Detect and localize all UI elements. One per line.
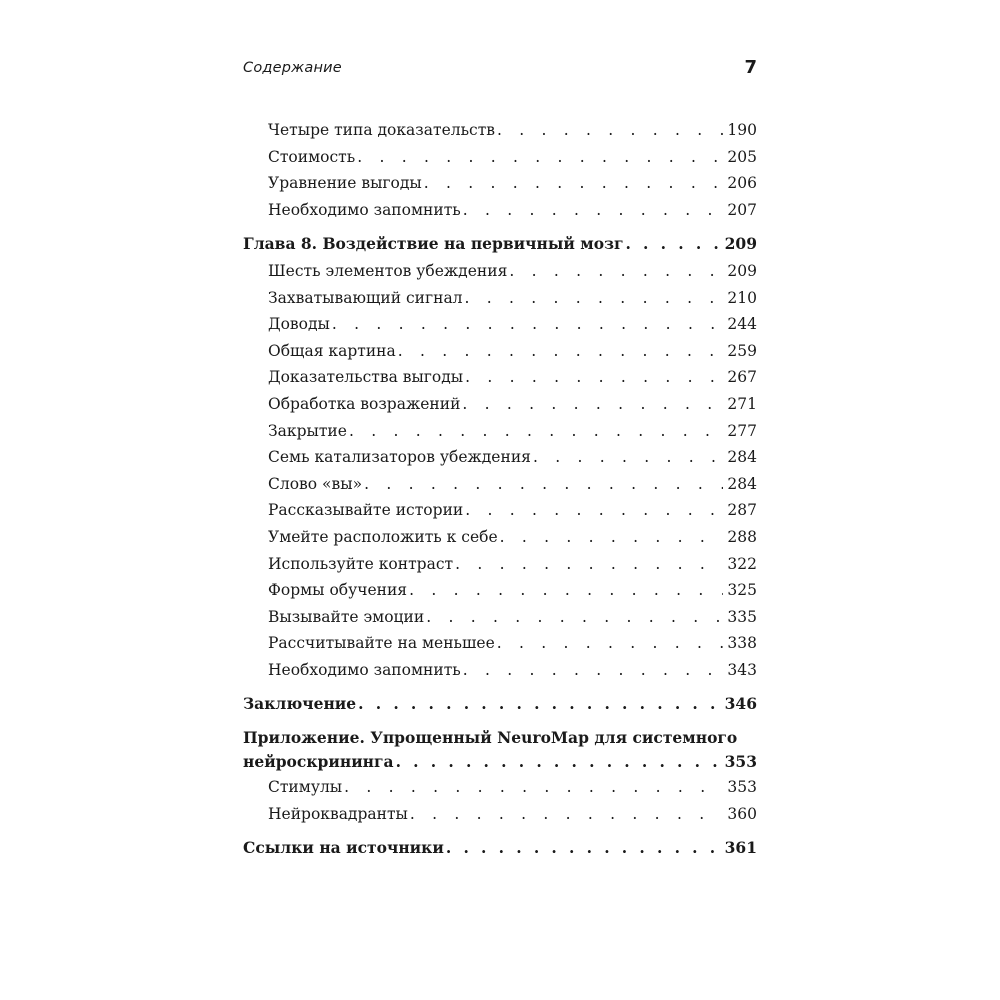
- dot-leader: [398, 338, 724, 365]
- toc-chapter-page: 353: [724, 752, 757, 772]
- toc-entry-label: Доводы: [268, 315, 330, 334]
- toc-chapter-8: [243, 231, 757, 258]
- toc-entry: [243, 577, 757, 604]
- toc-entry-page: 244: [727, 315, 757, 334]
- toc-entry-label: Вызывайте эмоции: [268, 607, 425, 626]
- toc-entry: [243, 604, 757, 631]
- dot-leader: [497, 117, 723, 144]
- toc-entry-page: 277: [727, 421, 757, 440]
- toc-entry-label: Используйте контраст: [268, 554, 454, 573]
- running-title: Содержание: [243, 60, 342, 76]
- toc-entry-page: 325: [727, 581, 757, 600]
- toc-entry: [243, 524, 757, 551]
- toc-chapter-label: Заключение: [243, 694, 357, 714]
- toc-entry-label: Общая картина: [268, 341, 396, 360]
- toc-entry: [243, 471, 757, 498]
- toc-entry-label: Необходимо запомнить: [268, 200, 461, 219]
- dot-leader: [533, 444, 723, 471]
- toc-chapter-page: 209: [724, 234, 757, 254]
- toc-entry-page: 338: [727, 634, 757, 653]
- toc-entry: [243, 338, 757, 365]
- dot-leader: [497, 630, 724, 657]
- toc-entry-label: Стоимость: [268, 147, 356, 166]
- toc-entry-page: 259: [727, 341, 757, 360]
- toc-entry-label: Обработка возражений: [268, 394, 461, 413]
- dot-leader: [625, 231, 720, 258]
- toc-entry: [243, 258, 757, 285]
- toc-entry: [243, 444, 757, 471]
- dot-leader: [424, 170, 724, 197]
- toc-entry-page: 206: [727, 174, 757, 193]
- toc-entry: [243, 117, 757, 144]
- toc-chapter-page: 346: [724, 694, 757, 714]
- toc-entry: [243, 418, 757, 445]
- toc-chapter-label-line1: Приложение. Упрощенный NeuroMap для системного: [243, 728, 738, 748]
- toc-entry-page: 360: [727, 804, 757, 823]
- toc-entry-label: Закрытие: [268, 421, 347, 440]
- dot-leader: [410, 801, 724, 828]
- dot-leader: [465, 285, 724, 312]
- toc-entry: [243, 657, 757, 684]
- dot-leader: [463, 197, 724, 224]
- toc-entry-label: Нейроквадранты: [268, 804, 408, 823]
- toc-entry: [243, 144, 757, 171]
- dot-leader: [357, 144, 723, 171]
- toc-entry-label: Рассказывайте истории: [268, 501, 464, 520]
- dot-leader: [455, 551, 723, 578]
- table-of-contents: [243, 117, 757, 862]
- toc-entry-page: 271: [727, 394, 757, 413]
- toc-entry-label: Умейте расположить к себе: [268, 527, 498, 546]
- dot-leader: [426, 604, 723, 631]
- dot-leader: [463, 657, 724, 684]
- toc-entry-page: 353: [727, 778, 757, 797]
- toc-entry-label: Слово «вы»: [268, 474, 363, 493]
- toc-references: [243, 835, 757, 862]
- toc-entry-page: 288: [727, 527, 757, 546]
- toc-entry: [243, 630, 757, 657]
- toc-entry-label: Необходимо запомнить: [268, 660, 461, 679]
- toc-entry-page: 284: [727, 474, 757, 493]
- toc-entry-page: 267: [727, 368, 757, 387]
- toc-entry-page: 335: [727, 607, 757, 626]
- toc-entry-page: 205: [727, 147, 757, 166]
- toc-entry-page: 322: [727, 554, 757, 573]
- dot-leader: [509, 258, 723, 285]
- toc-entry: [243, 197, 757, 224]
- toc-entry: [243, 364, 757, 391]
- toc-chapter-label: Глава 8. Воздействие на первичный мозг: [243, 234, 624, 254]
- dot-leader: [500, 524, 724, 551]
- toc-entry-label: Уравнение выгоды: [268, 174, 422, 193]
- toc-chapter-label: Ссылки на источники: [243, 838, 444, 858]
- dot-leader: [409, 577, 723, 604]
- toc-entry: [243, 801, 757, 828]
- toc-chapter-label-line2: нейроскрининга: [243, 752, 394, 772]
- toc-entry-page: 209: [727, 261, 757, 280]
- toc-entry-label: Четыре типа доказательств: [268, 121, 496, 139]
- toc-entry-label: Захватывающий сигнал: [268, 288, 463, 307]
- toc-entry-page: 190: [727, 121, 757, 139]
- toc-entry: [243, 311, 757, 338]
- page-number: 7: [744, 57, 757, 78]
- toc-entry: [243, 551, 757, 578]
- toc-entry-page: 207: [727, 200, 757, 219]
- toc-entry-label: Формы обучения: [268, 581, 408, 600]
- running-header: [243, 58, 757, 84]
- toc-entry: [243, 391, 757, 418]
- dot-leader: [446, 835, 721, 862]
- dot-leader: [462, 391, 723, 418]
- toc-appendix-row: [243, 750, 757, 774]
- toc-entry: [243, 285, 757, 312]
- toc-appendix: [243, 726, 757, 774]
- toc-entry-page: 287: [727, 501, 757, 520]
- toc-entry-page: 284: [727, 448, 757, 467]
- toc-entry: [243, 497, 757, 524]
- dot-leader: [332, 311, 724, 338]
- toc-entry-label: Шесть элементов убеждения: [268, 261, 508, 280]
- toc-entry: [243, 774, 757, 801]
- dot-leader: [349, 418, 723, 445]
- dot-leader: [465, 364, 723, 391]
- toc-conclusion: [243, 691, 757, 718]
- toc-entry-page: 343: [727, 660, 757, 679]
- dot-leader: [465, 497, 723, 524]
- dot-leader: [396, 750, 721, 774]
- toc-entry: [243, 170, 757, 197]
- dot-leader: [364, 471, 723, 498]
- toc-entry-label: Семь катализаторов убеждения: [268, 448, 531, 467]
- toc-entry-page: 210: [727, 288, 757, 307]
- dot-leader: [344, 774, 723, 801]
- toc-chapter-page: 361: [724, 838, 757, 858]
- toc-entry-label: Стимулы: [268, 778, 343, 797]
- toc-entry-label: Рассчитывайте на меньшее: [268, 634, 495, 653]
- dot-leader: [358, 691, 720, 718]
- toc-entry-label: Доказательства выгоды: [268, 368, 464, 387]
